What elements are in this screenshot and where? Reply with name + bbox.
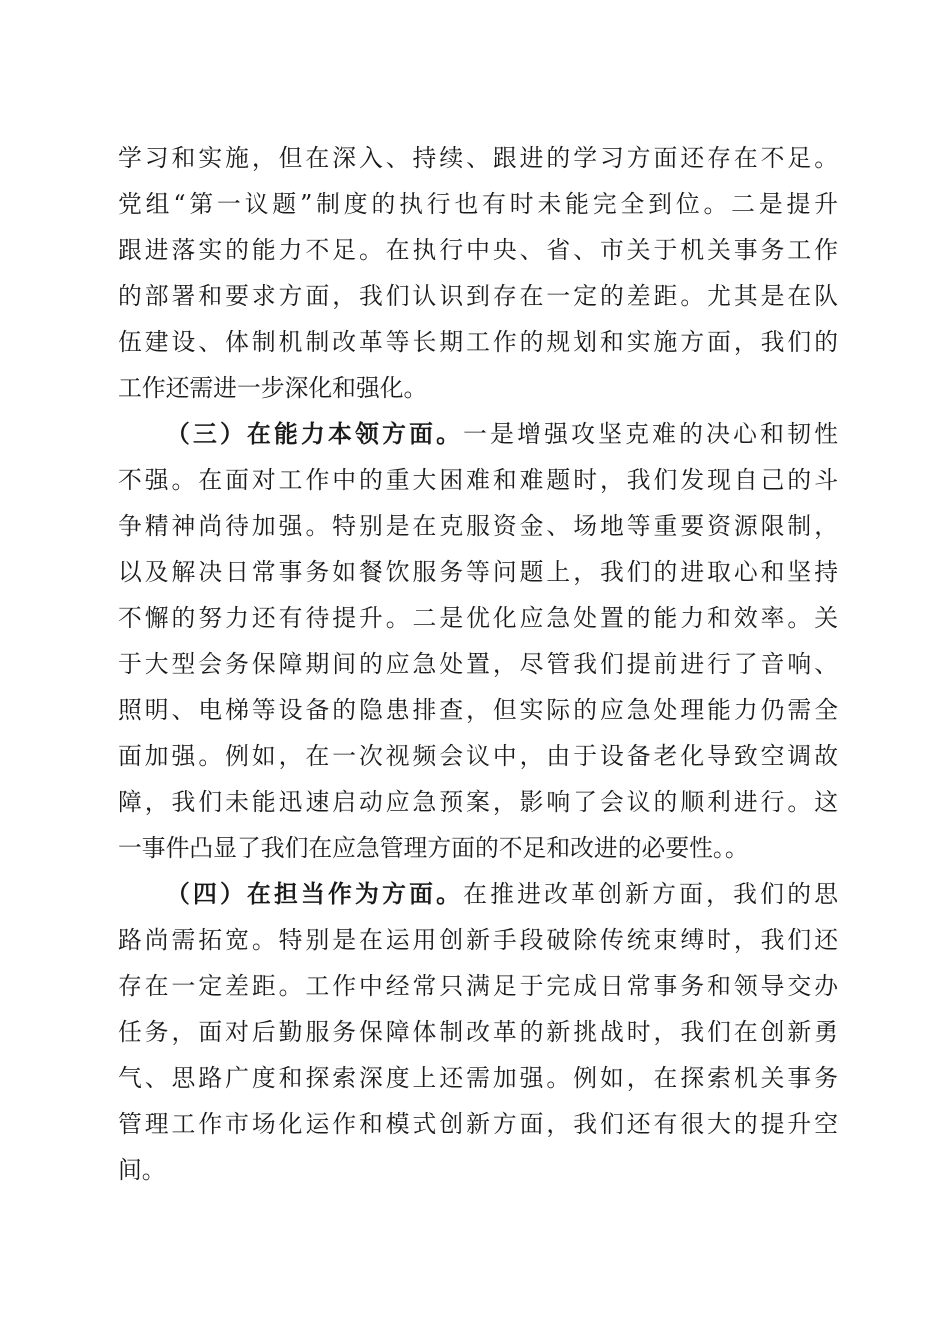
text-line: 面加强。例如，在一次视频会议中，由于设备老化导致空调故 xyxy=(118,742,838,770)
text-line: 照明、电梯等设备的隐患排查，但实际的应急处理能力仍需全 xyxy=(118,696,838,724)
text-line: 的部署和要求方面，我们认识到存在一定的差距。尤其是在队 xyxy=(118,282,838,310)
section-heading: （三）在能力本领方面。 xyxy=(166,420,464,448)
text-line: 不强。在面对工作中的重大困难和难题时，我们发现自己的斗 xyxy=(118,466,838,494)
text-line: 气、思路广度和探索深度上还需加强。例如，在探索机关事务 xyxy=(118,1064,838,1092)
text-line: 工作还需进一步深化和强化。 xyxy=(118,374,428,402)
text-line: 以及解决日常事务如餐饮服务等问题上，我们的进取心和坚持 xyxy=(118,558,838,586)
text-line: 学习和实施，但在深入、持续、跟进的学习方面还存在不足。 xyxy=(118,144,838,172)
section-first-text: 一是增强攻坚克难的决心和韧性 xyxy=(463,420,838,448)
text-line: 于大型会务保障期间的应急处置，尽管我们提前进行了音响、 xyxy=(118,650,838,678)
section-first-line xyxy=(166,414,838,454)
text-line: 党组“第一议题”制度的执行也有时未能完全到位。二是提升 xyxy=(118,190,838,218)
text-line: 存在一定差距。工作中经常只满足于完成日常事务和领导交办 xyxy=(118,972,838,1000)
section-first-line xyxy=(166,874,838,914)
text-line: 管理工作市场化运作和模式创新方面，我们还有很大的提升空 xyxy=(118,1110,838,1138)
text-line: 伍建设、体制机制改革等长期工作的规划和实施方面，我们的 xyxy=(118,328,838,356)
text-line: 争精神尚待加强。特别是在克服资金、场地等重要资源限制， xyxy=(118,512,838,540)
text-line: 不懈的努力还有待提升。二是优化应急处置的能力和效率。关 xyxy=(118,604,838,632)
text-line: 障，我们未能迅速启动应急预案，影响了会议的顺利进行。这 xyxy=(118,788,838,816)
section-first-text: 在推进改革创新方面，我们的思 xyxy=(463,880,838,908)
text-line: 间。 xyxy=(118,1156,166,1184)
text-line: 路尚需拓宽。特别是在运用创新手段破除传统束缚时，我们还 xyxy=(118,926,838,954)
text-line: 一事件凸显了我们在应急管理方面的不足和改进的必要性。。 xyxy=(118,834,749,862)
section-heading: （四）在担当作为方面。 xyxy=(166,880,464,908)
text-line: 任务，面对后勤服务保障体制改革的新挑战时，我们在创新勇 xyxy=(118,1018,838,1046)
text-line: 跟进落实的能力不足。在执行中央、省、市关于机关事务工作 xyxy=(118,236,838,264)
